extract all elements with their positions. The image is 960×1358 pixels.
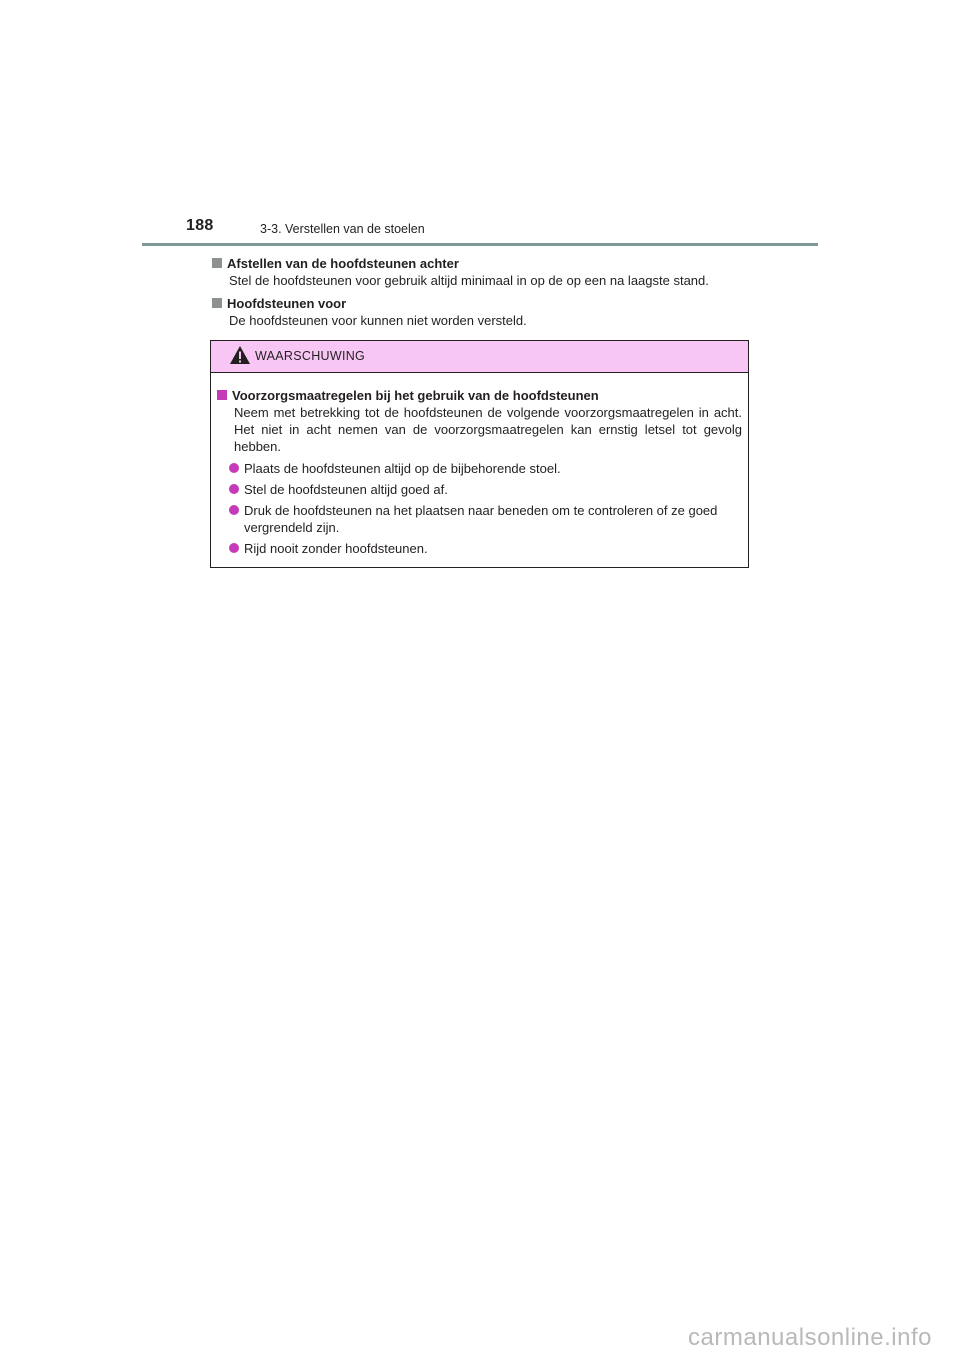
- list-item: [229, 502, 742, 536]
- list-item-text: Plaats de hoofdsteunen altijd op de bijbehorende stoel.: [244, 461, 561, 476]
- list-item-text: Rijd nooit zonder hoofdsteunen.: [244, 541, 428, 556]
- main-content: [212, 255, 752, 335]
- round-bullet-icon: [229, 543, 239, 553]
- topic-body: Stel de hoofdsteunen voor gebruik altijd minimaal in op de op een na laagste stand.: [229, 273, 709, 288]
- list-item: [229, 481, 742, 498]
- list-item-text: Stel de hoofdsteunen altijd goed af.: [244, 482, 448, 497]
- warning-heading-text: Voorzorgsmaatregelen bij het gebruik van de hoofdsteunen: [232, 388, 599, 403]
- topic-heading-text: Hoofdsteunen voor: [227, 296, 347, 311]
- round-bullet-icon: [229, 484, 239, 494]
- square-bullet-icon: [212, 258, 222, 268]
- section-title: 3-3. Verstellen van de stoelen: [260, 222, 425, 236]
- square-bullet-icon: [212, 298, 222, 308]
- warning-title: WAARSCHUWING: [255, 349, 366, 363]
- warning-triangle-icon: [229, 345, 251, 365]
- warning-box: [210, 340, 749, 568]
- list-item: [229, 460, 742, 477]
- square-bullet-icon: [217, 390, 227, 400]
- topic-heading: [212, 295, 752, 312]
- warning-header: [211, 341, 748, 373]
- topic-body: De hoofdsteunen voor kunnen niet worden versteld.: [229, 313, 527, 328]
- warning-heading: [217, 387, 742, 404]
- list-item-text: Druk de hoofdsteunen na het plaatsen naar beneden om te controleren of ze goed vergrendeld zijn.: [244, 503, 718, 535]
- round-bullet-icon: [229, 463, 239, 473]
- warning-body: Neem met betrekking tot de hoofdsteunen de volgende voorzorgsmaatregelen in acht. Het niet in acht nemen van de voorzorgsmaatregelen kan ernstig letsel tot gevolg hebben.: [234, 405, 742, 454]
- topic-heading: [212, 255, 752, 272]
- warning-content: [211, 373, 748, 557]
- list-item: [229, 540, 742, 557]
- topic-rear-headrests: [212, 255, 752, 289]
- page-number: 188: [186, 217, 214, 234]
- topic-front-headrests: [212, 295, 752, 329]
- warning-bullet-list: [217, 460, 742, 557]
- topic-heading-text: Afstellen van de hoofdsteunen achter: [227, 256, 459, 271]
- header-rule: [142, 243, 818, 246]
- round-bullet-icon: [229, 505, 239, 515]
- watermark: carmanualsonline.info: [688, 1324, 932, 1351]
